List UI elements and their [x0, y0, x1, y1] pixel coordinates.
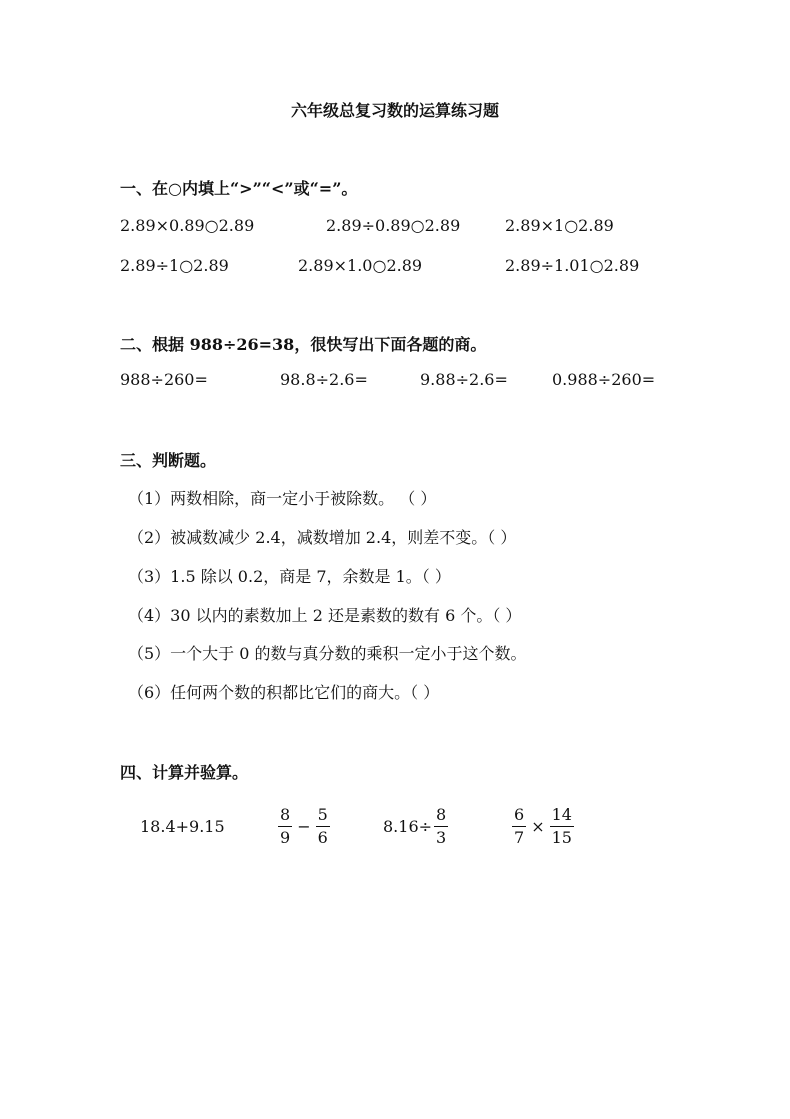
section1-row-1 — [0, 216, 790, 242]
calc-expr-4 — [510, 798, 576, 854]
compare-item: 2.89÷1.01○2.89 — [505, 256, 640, 275]
section1-heading: 一、在○内填上“>”“<”或“=”。 — [120, 179, 358, 198]
judge-item: （5）一个大于 0 的数与真分数的乘积一定小于这个数。 — [128, 644, 527, 663]
calc-expr-1: 18.4+9.15 — [140, 816, 225, 836]
fraction: $\frac{8}{9}$ — [280, 804, 291, 847]
compare-item: 2.89×0.89○2.89 — [120, 216, 255, 235]
operator: − — [297, 816, 311, 836]
compare-item: 2.89÷1○2.89 — [120, 256, 229, 275]
section3-heading: 三、判断题。 — [120, 451, 217, 470]
operator: × — [531, 816, 545, 836]
compare-item: 2.89×1.0○2.89 — [298, 256, 423, 275]
calc-row — [0, 798, 790, 854]
judge-item: （3）1.5 除以 0.2，商是 7，余数是 1。（ ） — [128, 567, 451, 586]
expr-lead: 8.16÷ — [383, 816, 433, 836]
compare-item: 2.89÷0.89○2.89 — [326, 216, 461, 235]
fraction: $\frac{6}{7}$ — [514, 804, 525, 847]
quotient-item: 0.988÷260= — [552, 370, 656, 389]
judge-item: （6）任何两个数的积都比它们的商大。（ ） — [128, 683, 440, 702]
fraction: $\frac{8}{3}$ — [436, 804, 447, 847]
section1-row-2 — [0, 256, 790, 282]
fraction: $\frac{5}{6}$ — [317, 804, 328, 847]
quotient-item: 9.88÷2.6= — [420, 370, 508, 389]
quotient-item: 98.8÷2.6= — [280, 370, 368, 389]
section2-heading: 二、根据 988÷26=38，很快写出下面各题的商。 — [120, 335, 487, 354]
page-title: 六年级总复习数的运算练习题 — [290, 101, 499, 120]
section4-heading: 四、计算并验算。 — [120, 763, 249, 782]
compare-item: 2.89×1○2.89 — [505, 216, 614, 235]
judge-item: （4）30 以内的素数加上 2 还是素数的数有 6 个。（ ） — [128, 606, 522, 625]
judge-item: （2）被减数减少 2.4，减数增加 2.4，则差不变。（ ） — [128, 528, 517, 547]
judge-item: （1）两数相除，商一定小于被除数。 （ ） — [128, 489, 437, 508]
quotient-item: 988÷260= — [120, 370, 208, 389]
fraction: $\frac{14}{15}$ — [551, 804, 572, 847]
section2-row — [0, 370, 790, 396]
calc-expr-3 — [383, 798, 450, 854]
calc-expr-2 — [276, 798, 332, 854]
